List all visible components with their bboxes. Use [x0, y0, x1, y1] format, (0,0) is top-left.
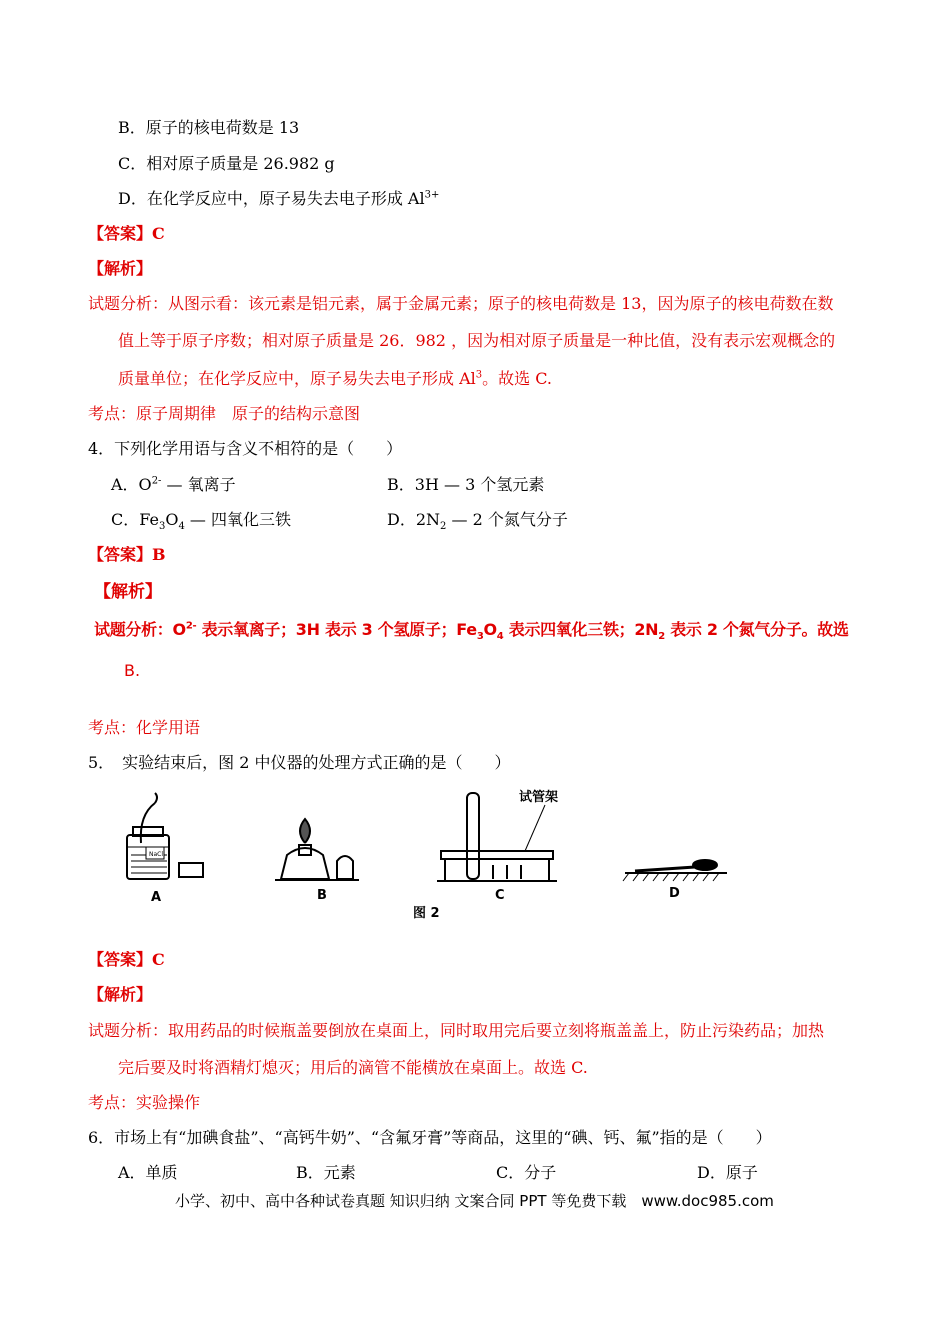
q4-analysis-line2: B. [124, 661, 141, 680]
q6-option-b: B．元素 [296, 1163, 356, 1182]
q3-option-d: D．在化学反应中，原子易失去电子形成 $Al^{3+}$ [118, 189, 440, 208]
q6-stem: 6．市场上有“加碘食盐”、“高钙牛奶”、“含氟牙膏”等商品，这里的“碘、钙、氟”指的是（ ） [88, 1128, 772, 1147]
fig-label-d: D [669, 886, 680, 901]
q3-option-b: B．原子的核电荷数是 13 [118, 118, 300, 137]
q5-kaodian: 考点：实验操作 [88, 1093, 201, 1112]
q5-answer: 【答案】C [88, 950, 165, 969]
q3-answer: 【答案】C [88, 224, 165, 243]
fig-rack-label: 试管架 [519, 790, 559, 805]
q6-option-d: D．原子 [697, 1163, 758, 1182]
reagent-bottle-icon [127, 793, 203, 879]
q4-analysis-line1: 试题分析：$O^{2-}$ 表示氧离子；3H 表示 3 个氢原子；$Fe_3O_4$ 表示四氧化三铁；$2N_2$ 表示 2 个氮气分子。故选 [94, 620, 849, 643]
q6-option-c: C．分子 [496, 1163, 557, 1182]
page-footer: 小学、初中、高中各种试卷真题 知识归纳 文案合同 PPT 等免费下载 www.doc985.com [175, 1192, 774, 1210]
q4-option-d: D．$2N_2$ — 2 个氮气分子 [387, 510, 568, 533]
q5-stem: 5． 实验结束后，图 2 中仪器的处理方式正确的是（ ） [88, 753, 511, 772]
dropper-icon [623, 860, 727, 881]
q3-analysis-line3: 质量单位；在化学反应中，原子易失去电子形成 Al$^3$。故选 C. [118, 369, 552, 388]
q4-stem: 4．下列化学用语与含义不相符的是（ ） [88, 439, 403, 458]
q5-analysis-line2: 完后要及时将酒精灯熄灭；用后的滴管不能横放在桌面上。故选 C. [118, 1058, 588, 1077]
q4-option-b: B．3H — 3 个氢元素 [387, 475, 545, 494]
fig-bottle-label: NaCl [149, 851, 164, 858]
test-tube-rack-icon [437, 793, 557, 881]
q4-kaodian: 考点：化学用语 [88, 718, 201, 737]
fig-caption: 图 2 [413, 906, 440, 921]
q4-option-a: A．$O^{2-}$ — 氧离子 [111, 475, 236, 494]
q4-option-c: C．$Fe_3O_4$ — 四氧化三铁 [111, 510, 292, 533]
q3-analysis-label: 【解析】 [88, 259, 153, 278]
q4-answer: 【答案】B [88, 545, 166, 564]
q3-analysis-line2: 值上等于原子序数；相对原子质量是 26．982 ，因为相对原子质量是一种比值，没有表示宏观概念的 [118, 331, 836, 350]
fig-label-a: A [151, 890, 162, 905]
alcohol-lamp-icon [275, 819, 359, 880]
fig-label-c: C [495, 888, 505, 903]
q5-analysis-line1: 试题分析：取用药品的时候瓶盖要倒放在桌面上，同时取用完后要立刻将瓶盖盖上，防止污染药品；加热 [88, 1021, 825, 1040]
lab-apparatus-figure [115, 785, 735, 925]
q3-kaodian: 考点：原子周期律 原子的结构示意图 [88, 404, 361, 423]
q4-analysis-label: 【解析】 [94, 582, 162, 602]
q3-analysis-line1: 试题分析：从图示看：该元素是铝元素，属于金属元素；原子的核电荷数是 13，因为原子的核电荷数在数 [88, 294, 834, 313]
q5-analysis-label: 【解析】 [88, 985, 153, 1004]
q6-option-a: A．单质 [118, 1163, 178, 1182]
q3-option-c: C．相对原子质量是 26.982 g [118, 154, 335, 173]
fig-label-b: B [317, 888, 327, 903]
